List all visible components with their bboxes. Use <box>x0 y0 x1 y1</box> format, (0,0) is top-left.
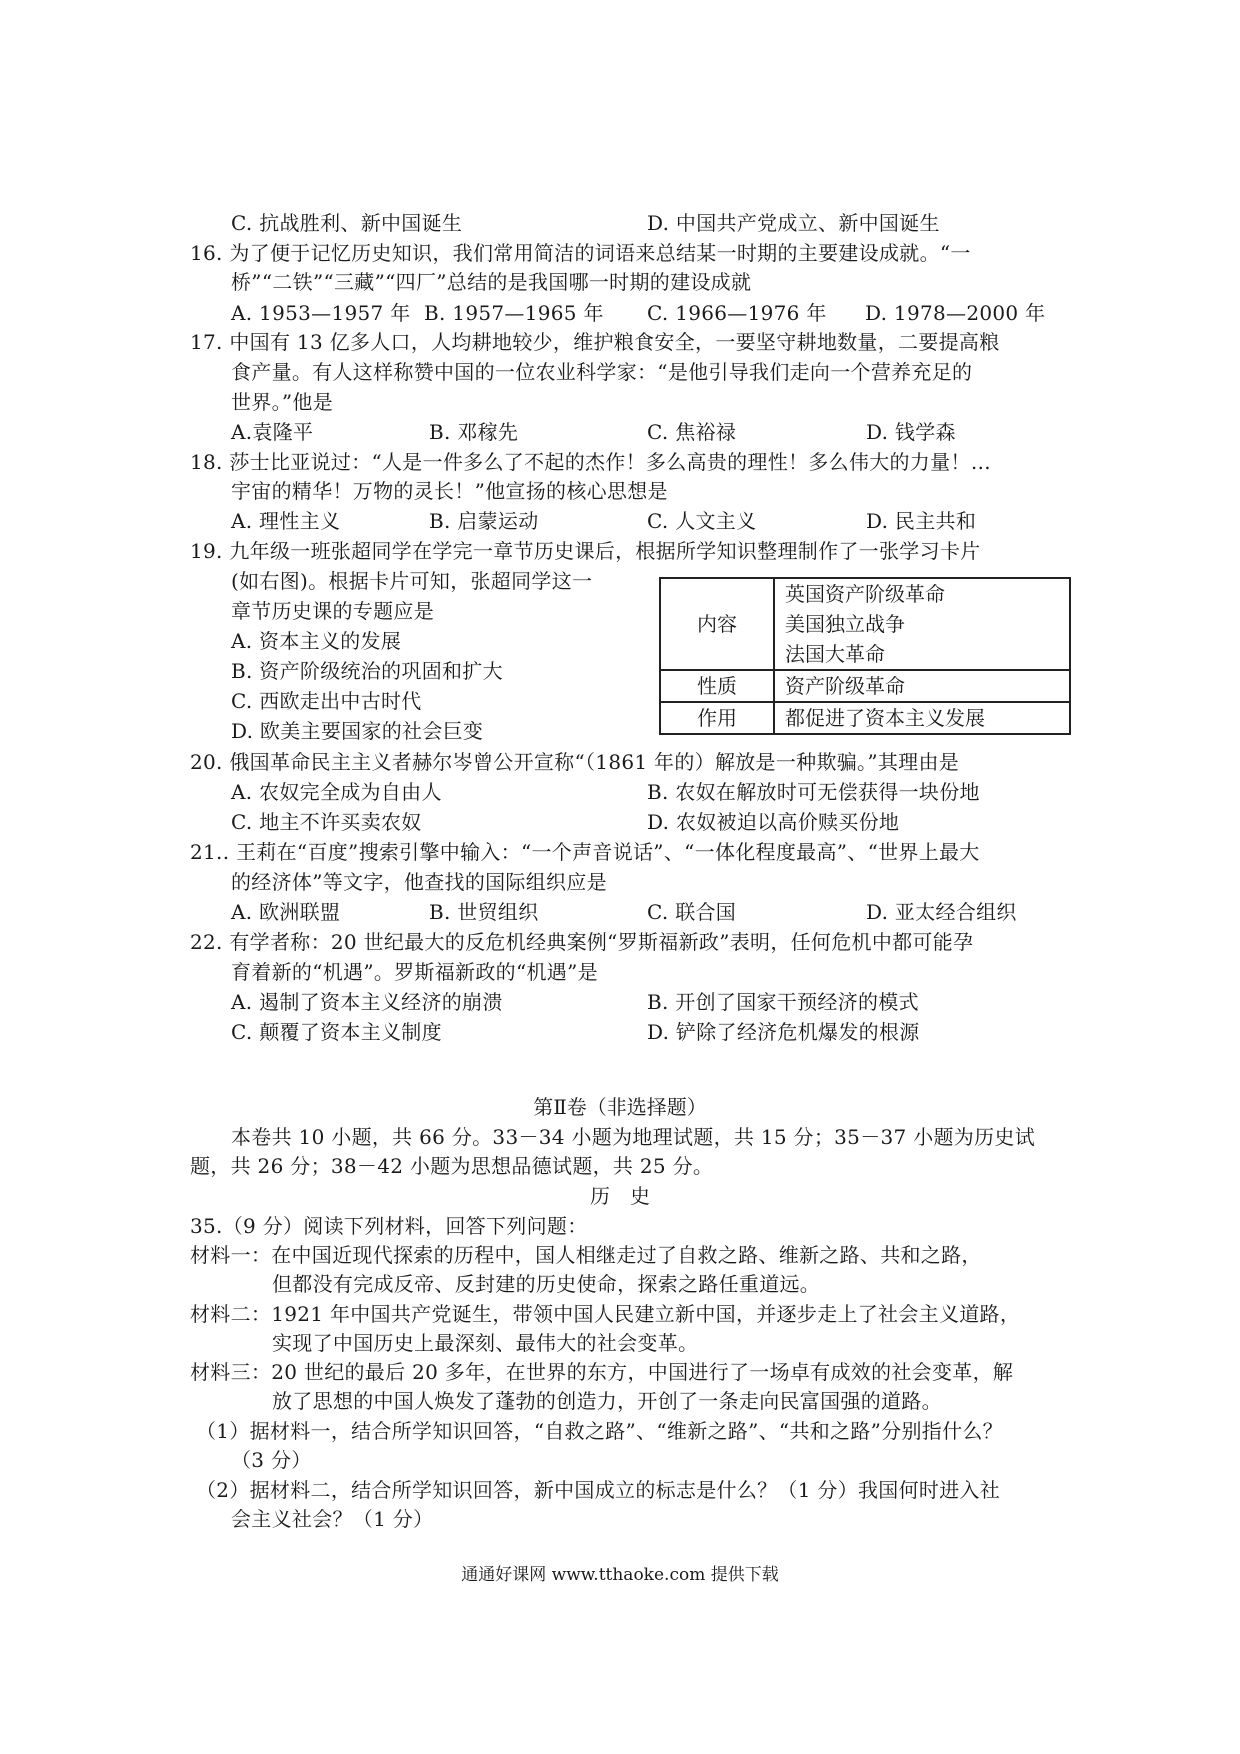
study-card-content-item: 美国独立战争 <box>785 612 905 636</box>
q19-stem-line3: 章节历史课的专题应是 <box>231 599 434 623</box>
q17-stem-line3: 世界。”他是 <box>231 390 334 414</box>
q22-stem-line2: 育着新的“机遇”。罗斯福新政的“机遇”是 <box>231 960 598 984</box>
q16-stem-line1: 16. 为了便于记忆历史知识，我们常用简洁的词语来总结某一时期的主要建设成就。“一 <box>190 241 971 265</box>
q18-option-c: C. 人文主义 <box>647 509 757 533</box>
q17-stem-line1: 17. 中国有 13 亿多人口，人均耕地较少，维护粮食安全，一要坚守耕地数量，二要提高粮 <box>190 330 1000 354</box>
q35-material1-line2: 但都没有完成反帝、反封建的历史使命，探索之路任重道远。 <box>272 1272 821 1296</box>
study-card-key-effect: 作用 <box>660 702 774 734</box>
q22-stem-line1: 22. 有学者称：20 世纪最大的反危机经典案例“罗斯福新政”表明，任何危机中都可能孕 <box>190 930 974 954</box>
q18-option-d: D. 民主共和 <box>866 509 977 533</box>
q35-material3-line1: 材料三：20 世纪的最后 20 多年，在世界的东方，中国进行了一场卓有成效的社会变革，解 <box>190 1360 1014 1384</box>
q19-option-c: C. 西欧走出中古时代 <box>231 689 422 713</box>
q17-stem-line2: 食产量。有人这样称赞中国的一位农业科学家：“是他引导我们走向一个营养充足的 <box>231 360 973 384</box>
q16-option-c: C. 1966—1976 年 <box>647 301 827 325</box>
part2-intro-line1: 本卷共 10 小题，共 66 分。33－34 小题为地理试题，共 15 分；35－37 小题为历史试 <box>231 1125 1036 1149</box>
q20-option-c: C. 地主不许买卖农奴 <box>231 810 422 834</box>
q17-option-b: B. 邓稼先 <box>429 420 519 444</box>
study-card-row-nature <box>660 670 1070 702</box>
study-card-row-content <box>660 578 1070 670</box>
part2-title: 第Ⅱ卷（非选择题） <box>533 1095 707 1119</box>
study-card-row-effect <box>660 702 1070 734</box>
part2-intro-line2: 题，共 26 分；38－42 小题为思想品德试题，共 25 分。 <box>190 1154 714 1178</box>
study-card-key-content: 内容 <box>660 578 774 670</box>
q21-option-d: D. 亚太经合组织 <box>866 900 1017 924</box>
q18-option-a: A. 理性主义 <box>231 509 341 533</box>
q35-sub1-line2: （3 分） <box>231 1448 312 1472</box>
q19-option-b: B. 资产阶级统治的巩固和扩大 <box>231 659 503 683</box>
q19-stem-line1: 19. 九年级一班张超同学在学完一章节历史课后，根据所学知识整理制作了一张学习卡片 <box>190 539 981 563</box>
q21-stem-line2: 的经济体”等文字，他查找的国际组织应是 <box>231 870 607 894</box>
q20-stem-line1: 20. 俄国革命民主主义者赫尔岑曾公开宣称“（1861 年的）解放是一种欺骗。”其理由是 <box>190 750 960 774</box>
q35-material2-line1: 材料二：1921 年中国共产党诞生，带领中国人民建立新中国，并逐步走上了社会主义道路， <box>190 1302 1021 1326</box>
q22-option-a: A. 遏制了资本主义经济的崩溃 <box>231 990 503 1014</box>
q15-option-c: C. 抗战胜利、新中国诞生 <box>231 211 463 235</box>
q20-option-b: B. 农奴在解放时可无偿获得一块份地 <box>647 780 980 804</box>
subject-heading: 历 史 <box>590 1184 650 1208</box>
q21-stem-line1: 21.. 王莉在“百度”搜索引擎中输入：“一个声音说话”、“一体化程度最高”、“世界上最大 <box>190 840 980 864</box>
q35-stem: 35.（9 分）阅读下列材料，回答下列问题： <box>190 1214 588 1238</box>
q20-option-d: D. 农奴被迫以高价赎买份地 <box>647 810 900 834</box>
q16-option-a: A. 1953—1957 年 <box>231 301 411 325</box>
q21-option-b: B. 世贸组织 <box>429 900 539 924</box>
q35-material3-line2: 放了思想的中国人焕发了蓬勃的创造力，开创了一条走向民富国强的道路。 <box>272 1389 942 1413</box>
study-card-table <box>659 577 1071 735</box>
q19-stem-line2: (如右图)。根据卡片可知，张超同学这一 <box>231 569 593 593</box>
q16-stem-line2: 桥”“二铁”“三藏”“四厂”总结的是我国哪一时期的建设成就 <box>231 270 752 294</box>
q19-option-a: A. 资本主义的发展 <box>231 629 402 653</box>
footer-source: 通通好课网 www.tthaoke.com 提供下载 <box>461 1565 779 1585</box>
study-card-nature-value: 资产阶级革命 <box>774 670 1070 702</box>
q18-stem-line2: 宇宙的精华！万物的灵长！”他宣扬的核心思想是 <box>231 479 668 503</box>
q17-option-c: C. 焦裕禄 <box>647 420 737 444</box>
study-card-content-item: 英国资产阶级革命 <box>785 582 945 606</box>
q15-option-d: D. 中国共产党成立、新中国诞生 <box>647 211 940 235</box>
q35-sub1-line1: （1）据材料一，结合所学知识回答，“自救之路”、“维新之路”、“共和之路”分别指什么？ <box>196 1419 1003 1443</box>
q16-option-d: D. 1978—2000 年 <box>865 301 1046 325</box>
q17-option-d: D. 钱学森 <box>866 420 956 444</box>
q20-option-a: A. 农奴完全成为自由人 <box>231 780 442 804</box>
q19-option-d: D. 欧美主要国家的社会巨变 <box>231 719 484 743</box>
q35-sub2-line2: 会主义社会？（1 分） <box>231 1507 434 1531</box>
q22-option-b: B. 开创了国家干预经济的模式 <box>647 990 919 1014</box>
q18-stem-line1: 18. 莎士比亚说过：“人是一件多么了不起的杰作！多么高贵的理性！多么伟大的力量！… <box>190 450 991 474</box>
q16-option-b: B. 1957—1965 年 <box>424 301 604 325</box>
q21-option-c: C. 联合国 <box>647 900 737 924</box>
q21-option-a: A. 欧洲联盟 <box>231 900 341 924</box>
q35-material2-line2: 实现了中国历史上最深刻、最伟大的社会变革。 <box>272 1331 699 1355</box>
q35-sub2-line1: （2）据材料二，结合所学知识回答，新中国成立的标志是什么？（1 分）我国何时进入社 <box>196 1478 1001 1502</box>
q35-material1-line1: 材料一：在中国近现代探索的历程中，国人相继走过了自救之路、维新之路、共和之路， <box>190 1243 982 1267</box>
q17-option-a: A.袁隆平 <box>231 420 314 444</box>
study-card-content-item: 法国大革命 <box>785 642 885 666</box>
study-card-effect-value: 都促进了资本主义发展 <box>774 702 1070 734</box>
q22-option-c: C. 颠覆了资本主义制度 <box>231 1020 442 1044</box>
study-card-key-nature: 性质 <box>660 670 774 702</box>
q22-option-d: D. 铲除了经济危机爆发的根源 <box>647 1020 920 1044</box>
study-card-content-values <box>774 578 1070 670</box>
q18-option-b: B. 启蒙运动 <box>429 509 539 533</box>
